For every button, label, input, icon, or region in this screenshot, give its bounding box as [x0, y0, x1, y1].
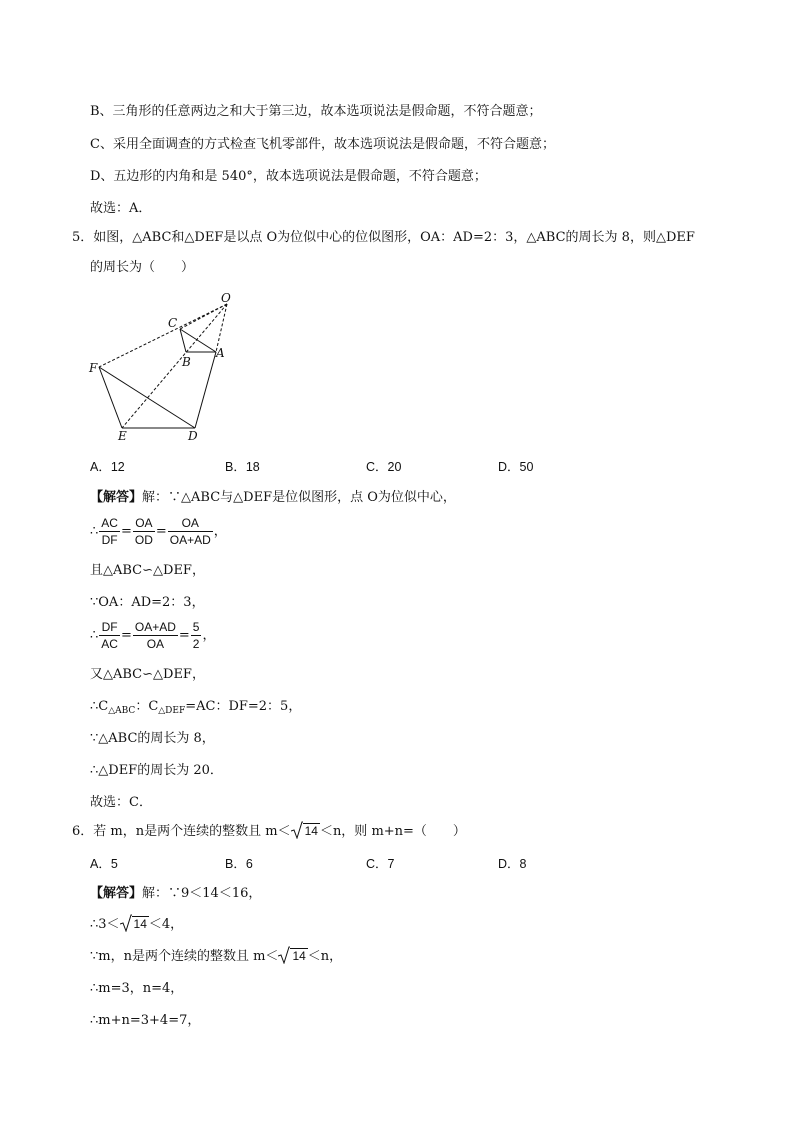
sqrt-14: 14 — [291, 822, 320, 841]
q5-solution-line5: ∴ $\frac{DF}{AC}$ = $\frac{OA+AD}{OA}$ = $\frac{5}{2}$ ， — [90, 620, 216, 651]
q6-option-c: C．7 — [366, 857, 395, 871]
edge-ad — [195, 352, 216, 428]
label-d: D — [188, 429, 198, 442]
q6-option-a: A．5 — [90, 857, 118, 871]
q6-solution-heading: 【解答】 — [90, 886, 143, 901]
q5-solution-line8: ∵△ABC的周长为 8， — [90, 731, 215, 746]
q5-option-b: B．18 — [225, 460, 260, 474]
q5-solution-line9: ∴△DEF的周长为 20． — [90, 763, 223, 778]
q5-solution-line2: ∴ $\frac{AC}{DF}$ = $\frac{OA}{OD}$ = $\frac{OA}{OA+AD}$ ， — [90, 516, 227, 547]
q5-solution-line1: 【解答】解：∵△ABC与△DEF是位似图形，点 O为位似中心， — [90, 490, 456, 505]
fraction-oa-oaad: $\frac{OA}{OA+AD}$ — [169, 516, 211, 547]
q4-answer: 故选：A． — [90, 201, 152, 216]
q5-stem-line1: 5．如图，△ABC和△DEF是以点 O为位似中心的位似图形，OA：AD=2：3，△ABC的周长为 8，则△DEF — [72, 230, 695, 245]
sqrt-14: 14 — [278, 947, 307, 966]
q5-solution-heading: 【解答】 — [90, 490, 143, 505]
label-f: F — [89, 361, 98, 375]
edge-fe — [99, 367, 122, 428]
q6-solution-line4: ∴m=3，n=4， — [90, 981, 184, 996]
q6-option-d: D．8 — [498, 857, 527, 871]
q5-stem-line2: 的周长为（ ） — [90, 260, 195, 275]
q6-solution-line1: 【解答】解：∵9＜14＜16， — [90, 886, 262, 901]
q5-option-d: D．50 — [498, 460, 534, 474]
fraction-5-2: $\frac{5}{2}$ — [192, 620, 200, 651]
q5-solution-line3: 且△ABC∽△DEF， — [90, 563, 205, 578]
option-b-explanation: B、三角形的任意两边之和大于第三边，故本选项说法是假命题，不符合题意； — [90, 104, 542, 119]
q5-option-c: C．20 — [366, 460, 402, 474]
option-c-explanation: C、采用全面调查的方式检查飞机零部件，故本选项说法是假命题，不符合题意； — [90, 137, 555, 152]
q6-stem: 6．若 m，n是两个连续的整数且 m＜ 14 ＜n，则 m+n=（ ） — [72, 824, 466, 839]
label-e: E — [118, 429, 127, 442]
label-a: A — [216, 346, 225, 360]
q5-solution-line6: 又△ABC∽△DEF， — [90, 667, 205, 682]
q5-option-a: A．12 — [90, 460, 125, 474]
label-c: C — [168, 316, 178, 330]
ray-oc — [180, 304, 227, 329]
sqrt-14: 14 — [120, 915, 149, 934]
fraction-df-ac: $\frac{DF}{AC}$ — [101, 620, 118, 651]
label-o: O — [221, 292, 231, 305]
ray-od-dash — [216, 304, 227, 352]
q6-solution-line2: ∴3＜ 14 ＜4， — [90, 917, 184, 932]
q5-solution-line4: ∵OA：AD=2：3， — [90, 595, 205, 610]
label-b: B — [182, 355, 191, 369]
q5-answer: 故选：C． — [90, 795, 152, 810]
fraction-oaad-oa: $\frac{OA+AD}{OA}$ — [134, 620, 176, 651]
q5-figure — [88, 292, 248, 442]
fraction-ac-df: $\frac{AC}{DF}$ — [101, 516, 118, 547]
q6-option-b: B．6 — [225, 857, 253, 871]
q6-solution-line3: ∵m，n是两个连续的整数且 m＜ 14 ＜n， — [90, 949, 343, 964]
q6-solution-line5: ∴m+n=3+4=7， — [90, 1013, 201, 1028]
option-d-explanation: D、五边形的内角和是 540°，故本选项说法是假命题，不符合题意； — [90, 169, 487, 184]
fraction-oa-od: $\frac{OA}{OD}$ — [134, 516, 153, 547]
q5-solution-line7: $\therefore C_{\triangle ABC}$：$C_{\triangle DEF}=AC$：DF=2：5， — [90, 699, 302, 716]
edge-fd — [99, 367, 195, 428]
ray-of — [99, 304, 227, 367]
